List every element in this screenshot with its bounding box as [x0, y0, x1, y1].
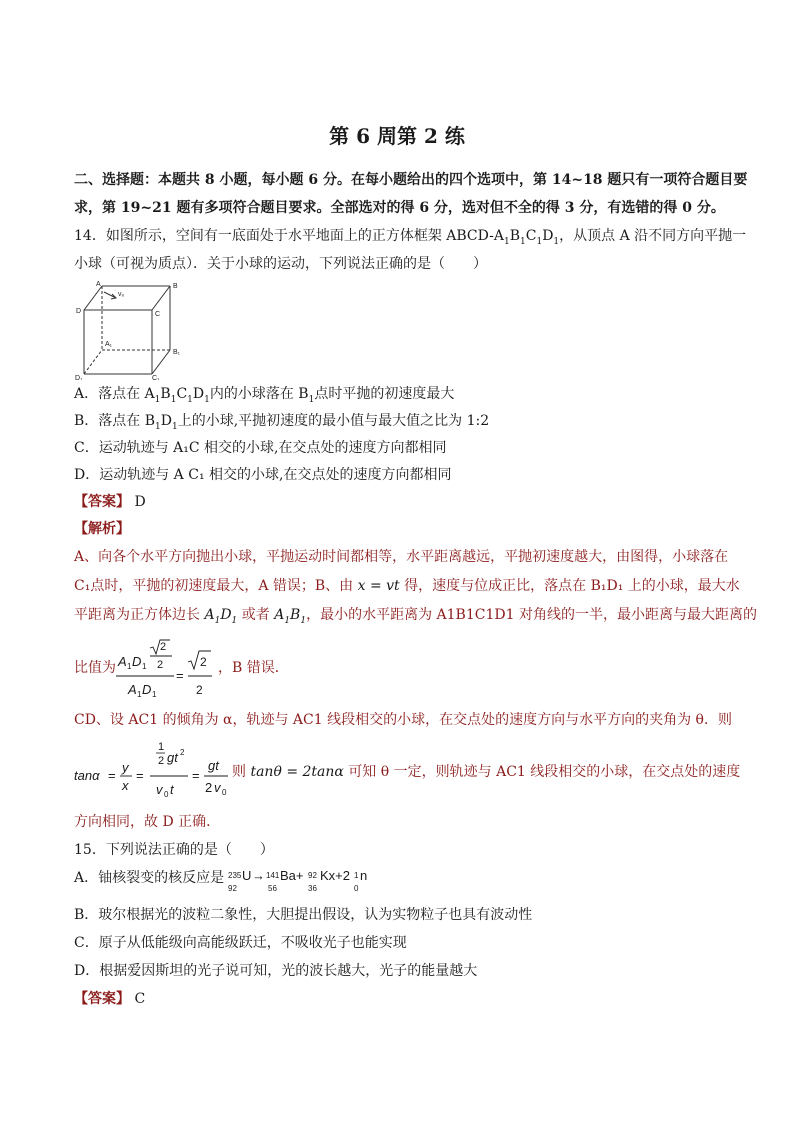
label-a1: A₁	[105, 341, 113, 348]
q14-analysis-label: 【解析】	[74, 521, 130, 537]
svg-text:t: t	[170, 782, 174, 797]
svg-text:gt: gt	[167, 750, 178, 765]
q15-option-d: D．根据爱因斯坦的光子说可知，光的波长越大，光子的能量越大	[74, 963, 478, 979]
svg-text:2: 2	[196, 683, 203, 697]
label-d1: D₁	[75, 375, 83, 380]
analysis-line7: 方向相同，故 D 正确．	[74, 814, 221, 830]
analysis-line2: C₁点时，平抛的初速度最大，A 错误；B、由 x = vt 得，速度与位成正比，落点在 B₁D₁ 上的小球，最大水	[74, 578, 740, 594]
fission-equation	[228, 866, 378, 896]
svg-text:141: 141	[266, 871, 280, 880]
section-header-line1: 二、选择题：本题共 8 小题，每小题 6 分。在每小题给出的四个选项中，第 14~18 题只有一项符合题目要	[74, 172, 748, 188]
svg-text:1: 1	[152, 690, 157, 699]
svg-text:235: 235	[228, 871, 242, 880]
q14-option-a: A．落点在 $A_1B_1C_1D_1$内的小球落在 $B_1$点时平抛的初速度最大	[74, 386, 455, 405]
svg-text:0: 0	[222, 788, 227, 797]
q15-option-c: C．原子从低能级向高能级跃迁，不吸收光子也能实现	[74, 935, 407, 951]
q14-option-b: B．落点在 $B_1D_1$上的小球,平抛初速度的最小值与最大值之比为 1:2	[74, 413, 490, 432]
label-b1: B₁	[173, 349, 181, 356]
label-a: A	[96, 281, 101, 288]
svg-text:v: v	[214, 780, 221, 795]
q14-stem-line1: 14．如图所示，空间有一底面处于水平地面上的正方体框架 ABCD-$A_1B_1C_1D_1$，从顶点 A 沿不同方向平抛一	[74, 228, 747, 247]
tan-formula	[72, 740, 232, 806]
svg-text:x: x	[122, 778, 129, 793]
q14-stem-line2: 小球（可视为质点）．关于小球的运动，下列说法正确的是（ ）	[74, 256, 487, 272]
svg-text:2: 2	[205, 780, 213, 795]
svg-text:n: n	[360, 868, 368, 883]
svg-text:2: 2	[160, 641, 167, 653]
svg-text:D: D	[132, 654, 142, 669]
analysis-line4-pre: 比值为	[74, 660, 116, 676]
svg-text:A: A	[118, 654, 127, 669]
svg-text:0: 0	[164, 790, 169, 799]
q14-option-c: C．运动轨迹与 A₁C 相交的小球,在交点处的速度方向都相同	[74, 440, 447, 456]
svg-text:1: 1	[354, 871, 359, 880]
svg-text:92: 92	[228, 884, 237, 893]
svg-text:gt: gt	[208, 758, 219, 773]
q14-answer: 【答案】 D	[74, 494, 146, 510]
svg-text:y: y	[122, 760, 129, 775]
svg-text:Kx+2: Kx+2	[320, 868, 350, 883]
svg-text:1: 1	[127, 662, 132, 671]
svg-text:56: 56	[268, 884, 277, 893]
label-v0: v₀	[118, 291, 125, 298]
q14-option-d: D．运动轨迹与 A C₁ 相交的小球,在交点处的速度方向都相同	[74, 467, 452, 483]
svg-text:v: v	[156, 782, 163, 797]
q15-answer: 【答案】 C	[74, 991, 146, 1007]
svg-text:tanα: tanα	[74, 768, 100, 783]
label-c1: C₁	[152, 375, 160, 380]
svg-text:1: 1	[158, 741, 165, 753]
analysis-line1: A、向各个水平方向抛出小球，平抛运动时间都相等，水平距离越远，平抛初速度越大，由图得，小球落在	[74, 549, 729, 565]
svg-text:D: D	[142, 682, 152, 697]
analysis-line4-post: ，B 错误．	[218, 660, 289, 676]
ratio-formula	[114, 636, 214, 702]
svg-text:=: =	[136, 768, 144, 783]
q15-option-a: A．铀核裂变的核反应是	[74, 870, 225, 886]
svg-text:2: 2	[157, 659, 164, 671]
q15-stem: 15．下列说法正确的是（ ）	[74, 842, 274, 858]
page-title: 第 6 周第 2 练	[329, 124, 465, 148]
svg-text:=: =	[176, 668, 184, 683]
svg-text:2: 2	[180, 748, 185, 757]
svg-text:92: 92	[308, 871, 317, 880]
label-c: C	[155, 311, 161, 318]
section-header-line2: 求，第 19~21 题有多项符合题目要求。全部选对的得 6 分，选对但不全的得 3 分，有选错的得 0 分。	[74, 200, 725, 216]
svg-text:36: 36	[308, 884, 317, 893]
svg-text:→: →	[252, 868, 265, 883]
svg-text:1: 1	[137, 690, 142, 699]
svg-text:=: =	[108, 768, 116, 783]
svg-text:2: 2	[158, 755, 165, 767]
svg-text:=: =	[192, 768, 200, 783]
analysis-line3: 平距离为正方体边长 $A_1D_1$ 或者 $A_1B_1$，最小的水平距离为 A1B1C1D1 对角线的一半，最小距离与最大距离的	[74, 607, 757, 626]
label-d: D	[76, 308, 82, 315]
label-b: B	[173, 283, 178, 290]
svg-text:1: 1	[142, 662, 147, 671]
cube-figure	[72, 280, 192, 380]
analysis-line6: 则 tanθ = 2tanα 可知 θ 一定，则轨迹与 AC1 线段相交的小球，在交点处的速度	[232, 764, 741, 780]
q15-option-b: B．玻尔根据光的波粒二象性，大胆提出假设，认为实物粒子也具有波动性	[74, 907, 533, 923]
svg-text:A: A	[128, 682, 137, 697]
svg-text:2: 2	[200, 655, 207, 669]
svg-text:U: U	[242, 868, 252, 883]
svg-text:Ba+: Ba+	[280, 868, 304, 883]
analysis-line5: CD、设 AC1 的倾角为 α，轨迹与 AC1 线段相交的小球，在交点处的速度方向与水平方向的夹角为 θ．则	[74, 712, 732, 728]
svg-text:0: 0	[354, 884, 359, 893]
